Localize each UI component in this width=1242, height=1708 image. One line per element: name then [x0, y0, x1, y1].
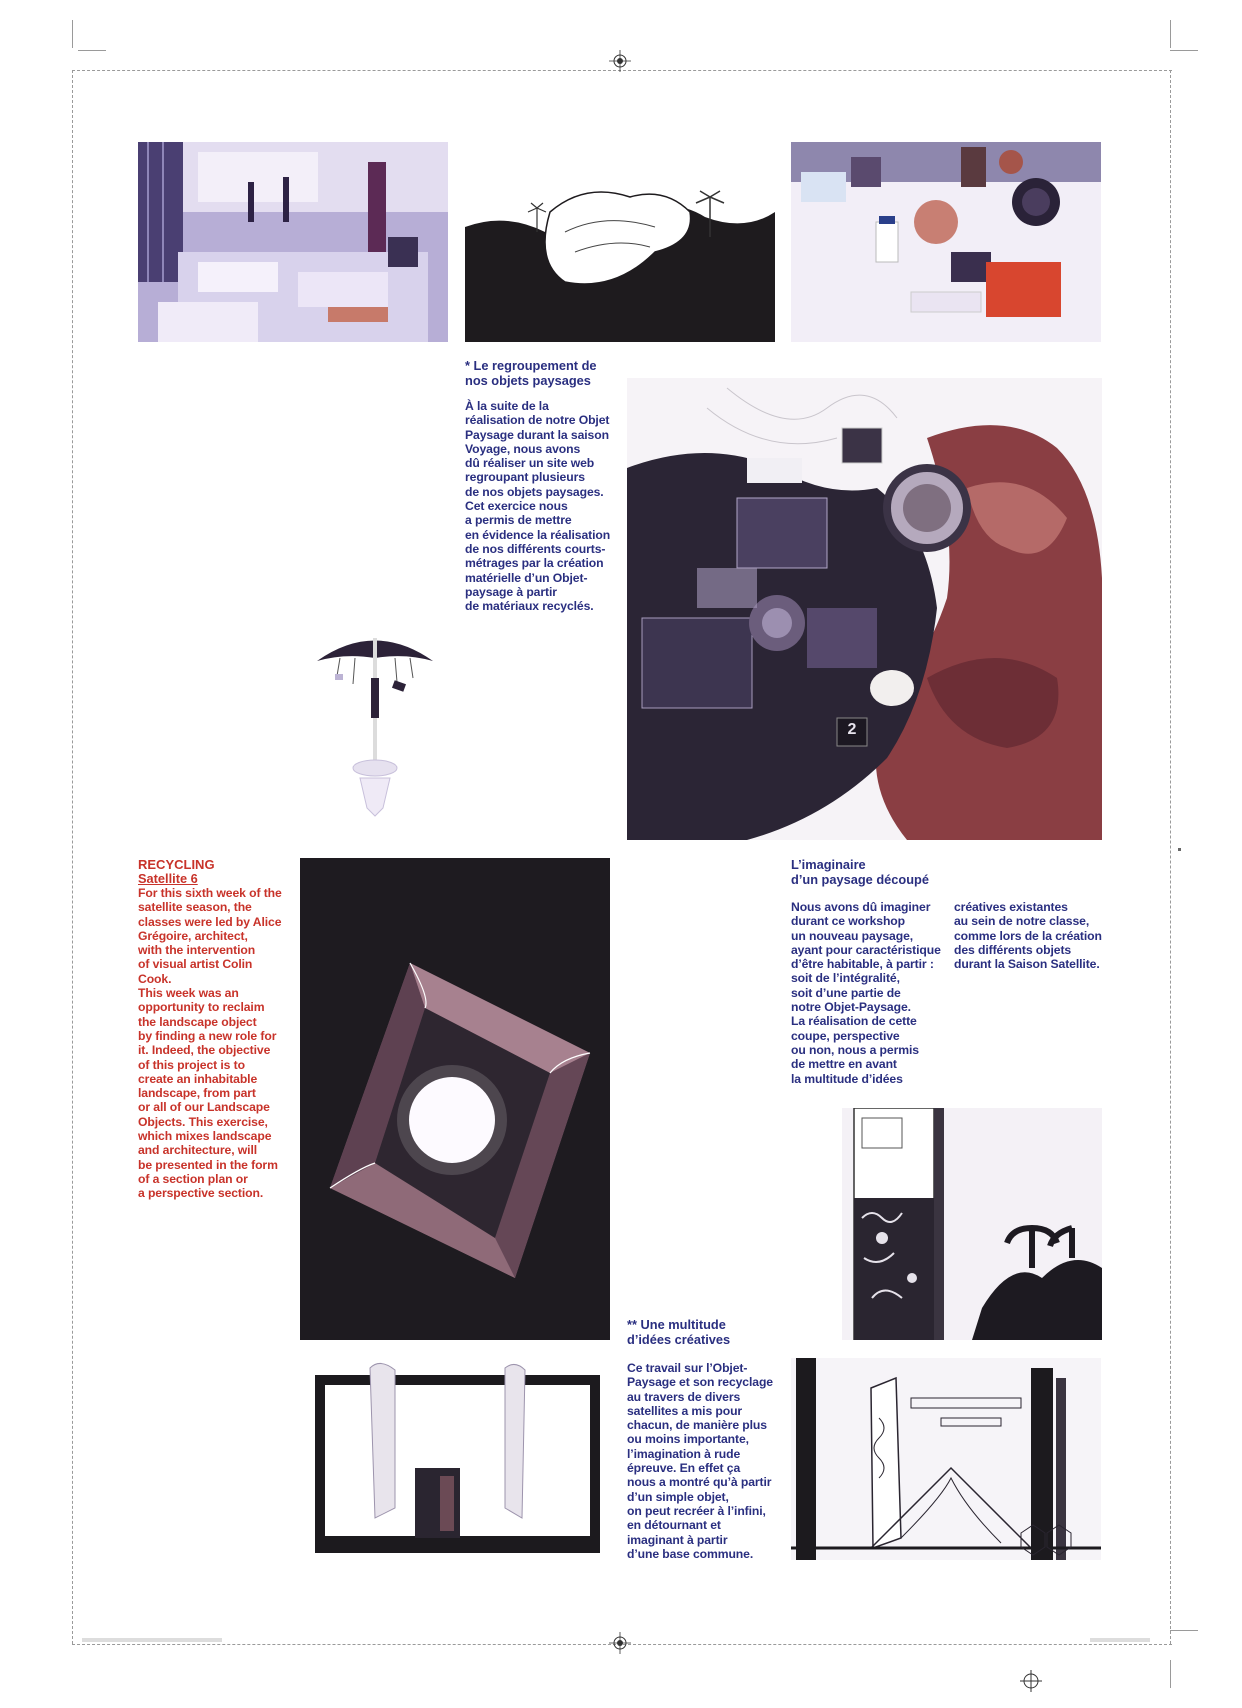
slug-line — [82, 1638, 222, 1642]
crop-mark — [1170, 50, 1198, 51]
section-heading-imaginaire: L’imaginaire d’un paysage découpé — [791, 857, 929, 887]
crop-mark — [1170, 20, 1171, 48]
recycling-subtitle: Satellite 6 — [138, 871, 198, 886]
classroom-photo — [138, 142, 448, 342]
registration-mark-icon — [609, 50, 631, 72]
frame-object-photo — [300, 1358, 610, 1560]
registration-mark-icon — [1020, 1670, 1042, 1692]
perspective-drawing-photo — [791, 1358, 1101, 1560]
keycap-label: 2 — [847, 721, 857, 738]
section-body-imaginaire-col2: créatives existantes au sein de notre classe, comme lors de la création des différents objets durant la Saison Satellite. — [954, 900, 1102, 972]
materials-table-photo — [791, 142, 1101, 342]
trim-line-left — [72, 70, 73, 1644]
crop-mark — [78, 50, 106, 51]
slug-line — [1090, 1638, 1150, 1642]
section-body-regroupement: À la suite de la réalisation de notre Objet Paysage durant la saison Voyage, nous avons dû réaliser un site web regroupant plusieurs de nos objets paysages. Cet exercice nous a permis de mettre en évidence la réalisation de nos différents courts- métrages par la création matérielle d’un Objet- paysage à partir de matériaux recyclés. — [465, 399, 611, 614]
umbrella-object-photo — [305, 628, 445, 828]
crop-mark — [72, 20, 73, 48]
side-mark — [1178, 848, 1181, 851]
lit-box-photo — [300, 858, 610, 1340]
landscape-drawing-photo — [465, 142, 775, 342]
registration-mark-icon — [609, 1632, 631, 1654]
section-body-multitude: Ce travail sur l’Objet- Paysage et son recyclage au travers de divers satellites a mis pour chacun, de manière plus ou moins importante, l’imagination à rude épreuve. En effet ça nous a montré qu’à partir d’un simple objet, on peut recréer à l’infini, en détournant et imaginant à partir d’une base commune. — [627, 1361, 773, 1561]
recycling-body: For this sixth week of the satellite season, the classes were led by Alice Grégoire, architect, with the intervention of visual artist Colin Cook. This week was an opportunity to reclaim the landscape object by finding a new role for it. Indeed, the objective of this project is to create an inhabitable landscape, from part or all of our Landscape Objects. This exercise, which mixes landscape and architecture, will be presented in the form of a section plan or a perspective section. — [138, 886, 282, 1201]
recycling-title: RECYCLING — [138, 857, 215, 872]
trim-line-right — [1170, 70, 1171, 1644]
section-body-imaginaire-col1: Nous avons dû imaginer durant ce workshop un nouveau paysage, ayant pour caractéristique d’être habitable, à partir : soit de l’intégralité, soit d’une partie de notre Objet-Paysage. La réalisation de cette coupe, perspective ou non, nous a permis de mettre en avant la multitude d’idées — [791, 900, 941, 1086]
drawing-panel-photo — [842, 1108, 1102, 1340]
section-heading-multitude: ** Une multitude d’idées créatives — [627, 1317, 731, 1347]
crop-mark — [1170, 1630, 1198, 1631]
section-heading-regroupement: * Le regroupement de nos objets paysages — [465, 358, 597, 388]
crop-mark — [1170, 1660, 1171, 1688]
circuit-collage-photo — [627, 378, 1102, 840]
